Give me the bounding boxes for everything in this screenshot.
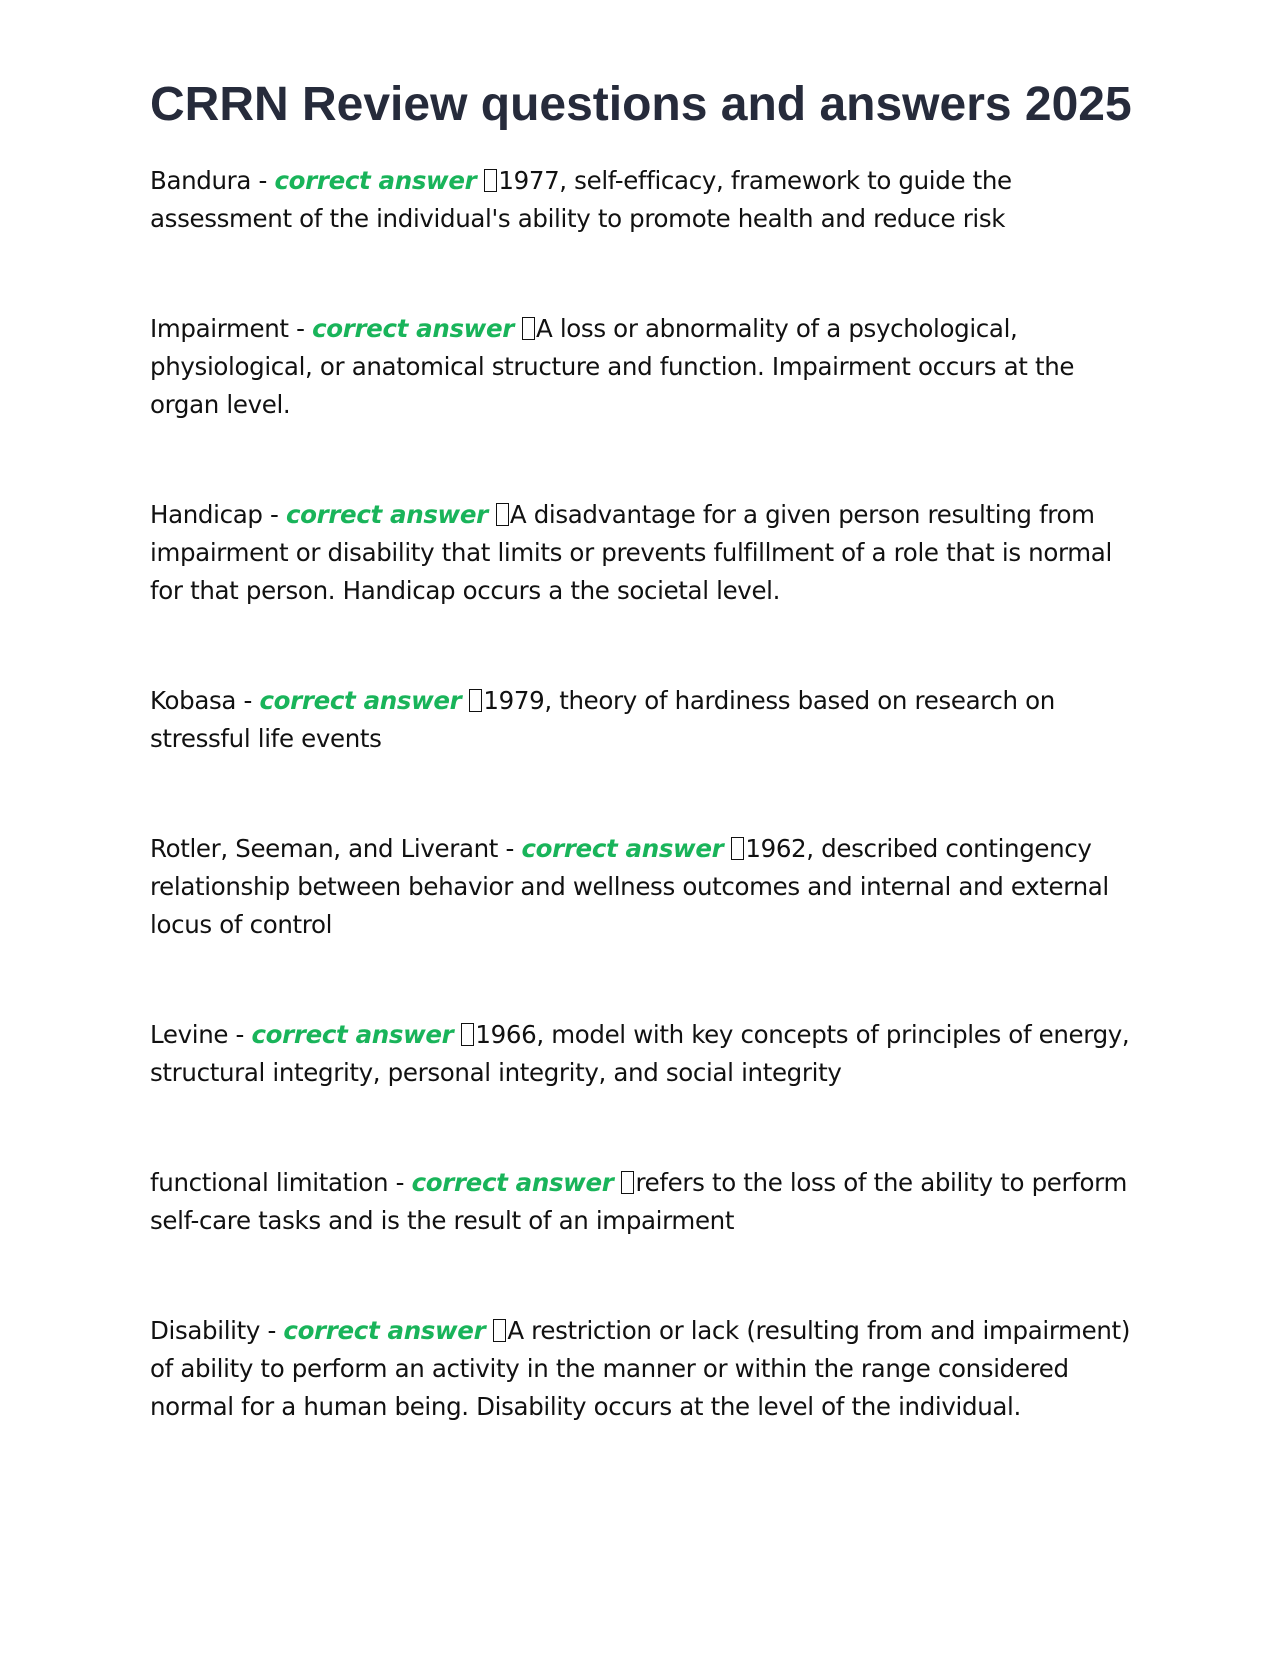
qa-item <box>150 162 1140 238</box>
qa-term: functional limitation <box>150 1168 389 1197</box>
qa-item <box>150 830 1140 944</box>
qa-item <box>150 682 1140 758</box>
document-title: CRRN Review questions and answers 2025 <box>150 78 1132 131</box>
qa-separator: - <box>260 1316 284 1345</box>
qa-term: Disability <box>150 1316 261 1345</box>
correct-answer-label: correct answer <box>521 834 724 863</box>
qa-term: Impairment <box>150 314 289 343</box>
document-page <box>150 0 1140 1498</box>
qa-definition: A loss or abnormality of a psychological, physiological, or anatomical structure and function. Impairment occurs at the organ level. <box>150 314 1075 419</box>
qa-separator: - <box>288 314 313 343</box>
missing-glyph-box-icon <box>621 1171 634 1194</box>
qa-definition: 1977, self-efficacy, framework to guide the assessment of the individual's ability to promote health and reduce risk <box>150 166 1012 233</box>
qa-definition: 1979, theory of hardiness based on research on stressful life events <box>150 686 1055 753</box>
correct-answer-label: correct answer <box>259 686 462 715</box>
missing-glyph-box-icon <box>461 1023 474 1046</box>
qa-item <box>150 496 1140 610</box>
qa-separator: - <box>236 686 260 715</box>
qa-list <box>150 162 1140 1426</box>
missing-glyph-box-icon <box>496 503 509 526</box>
missing-glyph-box-icon <box>731 837 744 860</box>
missing-glyph-box-icon <box>493 1319 506 1342</box>
qa-separator: - <box>228 1020 252 1049</box>
correct-answer-label: correct answer <box>283 1316 486 1345</box>
qa-item <box>150 1016 1140 1092</box>
qa-definition: 1966, model with key concepts of principles of energy, structural integrity, personal integrity, and social integrity <box>150 1020 1130 1087</box>
correct-answer-label: correct answer <box>312 314 514 343</box>
correct-answer-label: correct answer <box>411 1168 614 1197</box>
qa-term: Levine <box>150 1020 229 1049</box>
qa-separator: - <box>251 166 275 195</box>
qa-separator: - <box>388 1168 412 1197</box>
qa-item <box>150 1164 1140 1240</box>
qa-term: Handicap <box>150 500 263 529</box>
correct-answer-label: correct answer <box>274 166 477 195</box>
qa-separator: - <box>262 500 286 529</box>
missing-glyph-box-icon <box>469 689 482 712</box>
qa-definition: refers to the loss of the ability to perform self-care tasks and is the result of an impairment <box>150 1168 1127 1235</box>
qa-item <box>150 310 1140 424</box>
qa-term: Bandura <box>150 166 252 195</box>
qa-term: Rotler, Seeman, and Liverant <box>150 834 499 863</box>
qa-item <box>150 1312 1140 1426</box>
qa-definition: 1962, described contingency relationship between behavior and wellness outcomes and internal and external locus of control <box>150 834 1109 939</box>
qa-definition: A disadvantage for a given person resulting from impairment or disability that limits or prevents fulfillment of a role that is normal for that person. Handicap occurs a the societal level. <box>150 500 1112 605</box>
missing-glyph-box-icon <box>522 317 535 340</box>
missing-glyph-box-icon <box>484 169 497 192</box>
qa-term: Kobasa <box>150 686 237 715</box>
correct-answer-label: correct answer <box>251 1020 454 1049</box>
qa-separator: - <box>498 834 522 863</box>
correct-answer-label: correct answer <box>285 500 488 529</box>
qa-definition: A restriction or lack (resulting from and impairment) of ability to perform an activity in the manner or within the range considered normal for a human being. Disability occurs at the level of the individual. <box>150 1316 1131 1421</box>
